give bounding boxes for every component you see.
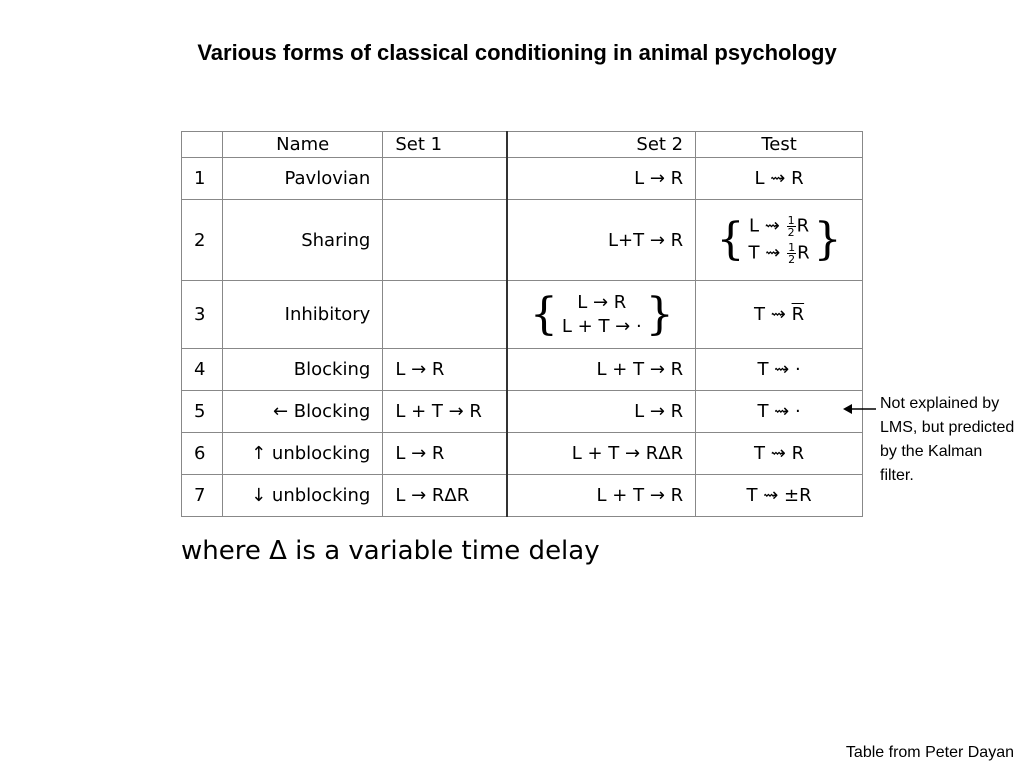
table-row: [182, 391, 863, 433]
row-test: [696, 281, 863, 349]
test-line-1-rhs: R: [796, 215, 810, 237]
table-row: [182, 433, 863, 475]
row-test: T ⇝ ·: [696, 349, 863, 391]
right-brace: }: [813, 214, 842, 265]
header-set2: Set 2: [507, 132, 695, 158]
set2-stack: [562, 293, 642, 337]
set2-line-1: L → R: [577, 291, 627, 313]
row-name: Inhibitory: [223, 281, 383, 349]
row-name: Sharing: [223, 200, 383, 281]
test-lhs: T ⇝: [754, 304, 786, 325]
row-set1: L → R: [383, 433, 508, 475]
left-arrow-icon: [843, 402, 877, 416]
left-brace: {: [529, 288, 558, 340]
row-set2: L + T → RΔR: [507, 433, 695, 475]
row-set2: L+T → R: [507, 200, 695, 281]
right-brace: }: [645, 288, 674, 340]
table-row: [182, 200, 863, 281]
conditioning-table: [181, 131, 863, 517]
row-number: 2: [182, 200, 223, 281]
fraction-denominator: 2: [787, 226, 795, 239]
header-test: Test: [696, 132, 863, 158]
row-number: 1: [182, 158, 223, 200]
table-row: [182, 349, 863, 391]
row-name: ↓ unblocking: [223, 475, 383, 517]
row-test: [696, 200, 863, 281]
row-number: 6: [182, 433, 223, 475]
row-set2: L + T → R: [507, 349, 695, 391]
row-set1: L → RΔR: [383, 475, 508, 517]
row-set1: [383, 281, 508, 349]
table-row: [182, 158, 863, 200]
row-name: Blocking: [223, 349, 383, 391]
fraction-numerator: 1: [787, 214, 795, 227]
row-set1: [383, 158, 508, 200]
table-header-row: [182, 132, 863, 158]
table-row: [182, 281, 863, 349]
brace-group: [717, 215, 842, 265]
row-set1: L → R: [383, 349, 508, 391]
row-set2: [507, 281, 695, 349]
test-rhs-r-bar: $\overline{R}$: [791, 304, 805, 325]
header-name: Name: [223, 132, 383, 158]
fraction: [787, 215, 796, 238]
row-number: 7: [182, 475, 223, 517]
row-number: 4: [182, 349, 223, 391]
test-line-2-rhs: R: [797, 242, 810, 264]
row-set1: [383, 200, 508, 281]
row-set2: L + T → R: [507, 475, 695, 517]
left-brace: {: [716, 214, 745, 265]
row-set2: L → R: [507, 391, 695, 433]
fraction-numerator: 1: [788, 241, 796, 254]
test-line-1-lhs: L ⇝: [749, 215, 780, 237]
row-name: ← Blocking: [223, 391, 383, 433]
row-test: L ⇝ R: [696, 158, 863, 200]
row-set2: L → R: [507, 158, 695, 200]
header-num: [182, 132, 223, 158]
credit: Table from Peter Dayan: [845, 744, 1014, 761]
footnote: where Δ is a variable time delay: [181, 536, 600, 566]
row-test: T ⇝ R: [696, 433, 863, 475]
fraction-denominator: 2: [788, 253, 796, 266]
row-set1: L + T → R: [383, 391, 508, 433]
side-note: Not explained by LMS, but predicted by the Kalman filter.: [880, 395, 1015, 484]
test-line-1: [749, 215, 809, 238]
fraction: [787, 242, 796, 265]
table-row: [182, 475, 863, 517]
test-line-2: [749, 242, 810, 265]
row-name: ↑ unblocking: [223, 433, 383, 475]
row-name: Pavlovian: [223, 158, 383, 200]
row-test: T ⇝ ·: [696, 391, 863, 433]
row-number: 3: [182, 281, 223, 349]
test-line-2-lhs: T ⇝: [748, 242, 781, 264]
row-number: 5: [182, 391, 223, 433]
row-test: T ⇝ ±R: [696, 475, 863, 517]
header-set1: Set 1: [383, 132, 508, 158]
set2-line-2: L + T → ·: [561, 315, 642, 337]
test-stack: [749, 215, 810, 265]
slide-title: Various forms of classical conditioning in animal psychology: [197, 40, 837, 65]
brace-group: [529, 288, 674, 340]
